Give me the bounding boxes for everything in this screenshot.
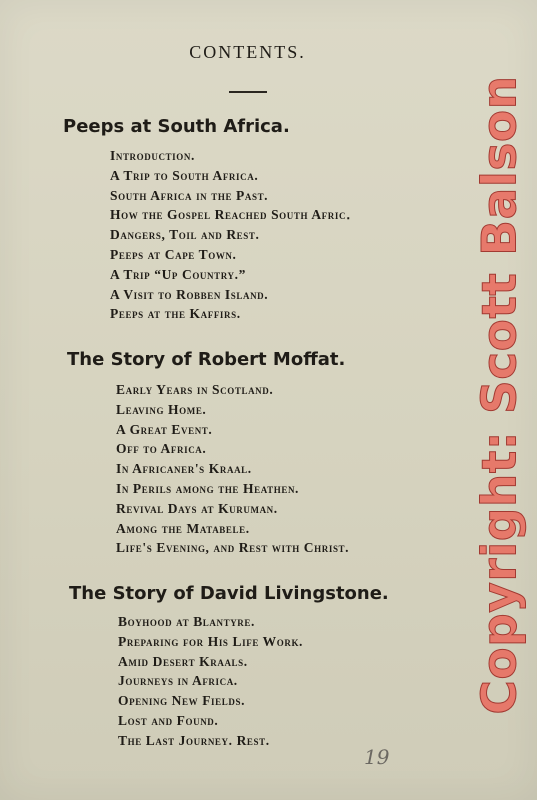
- contents-heading: CONTENTS.: [189, 42, 306, 62]
- toc-entry: Leaving Home.: [116, 401, 207, 417]
- copyright-watermark: Copyright: Scott Balson: [472, 75, 528, 715]
- handwritten-page-number: 19: [364, 745, 390, 769]
- toc-entry: Among the Matabele.: [116, 520, 250, 536]
- section-list-robert-moffat: [116, 380, 349, 558]
- toc-entry: In Perils among the Heathen.: [116, 480, 300, 496]
- toc-entry: Lost and Found.: [118, 712, 219, 728]
- section-list-david-livingstone: [118, 612, 303, 751]
- toc-entry: Introduction.: [110, 148, 195, 163]
- toc-entry: The Last Journey. Rest.: [118, 732, 270, 748]
- toc-entry: Peeps at Cape Town.: [110, 246, 237, 262]
- toc-entry: Journeys in Africa.: [118, 673, 238, 689]
- section-title-robert-moffat: The Story of Robert Moffat.: [67, 349, 346, 370]
- toc-entry: South Africa in the Past.: [110, 187, 269, 203]
- toc-entry: Life's Evening, and Rest with Christ.: [116, 540, 350, 556]
- toc-entry: Revival Days at Kuruman.: [116, 500, 278, 516]
- section-list-south-africa: [110, 146, 351, 324]
- toc-entry: Preparing for His Life Work.: [118, 633, 304, 649]
- toc-entry: Early Years in Scotland.: [116, 382, 274, 397]
- toc-entry: Opening New Fields.: [118, 693, 246, 709]
- toc-entry: A Trip to South Africa.: [110, 167, 259, 183]
- toc-entry: Amid Desert Kraals.: [118, 653, 248, 669]
- toc-entry: A Visit to Robben Island.: [110, 286, 269, 302]
- toc-entry: Boyhood at Blantyre.: [118, 614, 255, 629]
- toc-entry: Off to Africa.: [116, 441, 207, 457]
- section-title-david-livingstone: The Story of David Livingstone.: [69, 583, 389, 604]
- toc-entry: A Great Event.: [116, 421, 213, 437]
- toc-entry: A Trip “Up Country.”: [110, 266, 246, 282]
- toc-entry: In Africaner's Kraal.: [116, 461, 252, 477]
- toc-entry: Peeps at the Kaffirs.: [110, 306, 241, 322]
- toc-entry: Dangers, Toil and Rest.: [110, 227, 260, 243]
- heading-divider: [229, 91, 267, 93]
- section-title-south-africa: Peeps at South Africa.: [63, 116, 290, 137]
- toc-entry: How the Gospel Reached South Afric․: [110, 207, 352, 223]
